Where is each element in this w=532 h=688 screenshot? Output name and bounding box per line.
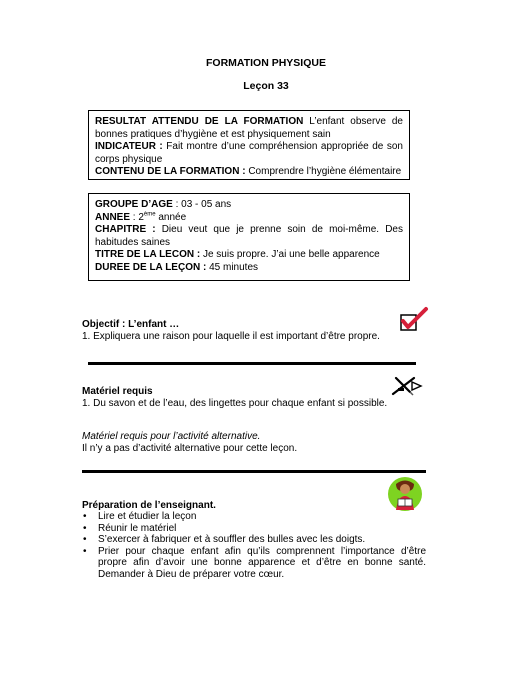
alt-materials-text: Il n’y a pas d’activité alternative pour cette leçon. [82, 443, 298, 454]
list-item: • Réunir le matériel [82, 523, 426, 535]
pencil-tools-icon [390, 374, 424, 398]
chapter: CHAPITRE : Dieu veut que je prenne soin de moi-même. Des habitudes saines [95, 224, 403, 248]
materials-heading: Matériel requis [82, 386, 153, 397]
checkbox-check-icon [398, 306, 432, 332]
list-item: • S’exercer à fabriquer et à souffler des bulles avec les doigts. [82, 534, 426, 546]
objective-item: 1. Expliquera une raison pour laquelle il est important d’être propre. [82, 331, 380, 342]
objective-heading: Objectif : L’enfant … [82, 319, 180, 330]
lesson-title: TITRE DE LA LECON : Je suis propre. J’ai une belle apparence [95, 249, 380, 261]
teacher-reading-icon [385, 474, 425, 514]
lesson-duration: DUREE DE LA LEÇON : 45 minutes [95, 261, 259, 273]
section-divider [82, 470, 426, 473]
preparation-list [82, 511, 426, 580]
training-content: CONTENU DE LA FORMATION : Comprendre l’hygiène élémentaire [95, 166, 402, 178]
alt-materials-heading: Matériel requis pour l’activité alternative. [82, 431, 261, 442]
page-title: FORMATION PHYSIQUE [206, 57, 326, 69]
indicator: INDICATEUR : Fait montre d’une compréhension appropriée de son corps physique [95, 141, 403, 165]
lesson-info-box [88, 193, 410, 281]
list-item: • Prier pour chaque enfant afin qu’ils comprennent l’importance d’être propre afin d’avoir une bonne apparence et d’être en bonne santé. Demander à Dieu de préparer votre cœur. [82, 546, 426, 581]
preparation-heading: Préparation de l’enseignant. [82, 500, 216, 511]
expected-result: RESULTAT ATTENDU DE LA FORMATION L’enfant observe de bonnes pratiques d’hygiène et est physiquement sain [95, 116, 403, 140]
list-item: • Lire et étudier la leçon [82, 511, 426, 523]
training-outcome-box [88, 110, 410, 180]
school-year: ANNEE : 2ème année [95, 211, 187, 223]
lesson-number: Leçon 33 [243, 80, 289, 92]
materials-item: 1. Du savon et de l’eau, des lingettes pour chaque enfant si possible. [82, 398, 388, 409]
section-divider [88, 362, 416, 365]
age-group: GROUPE D’AGE : 03 - 05 ans [95, 199, 232, 210]
